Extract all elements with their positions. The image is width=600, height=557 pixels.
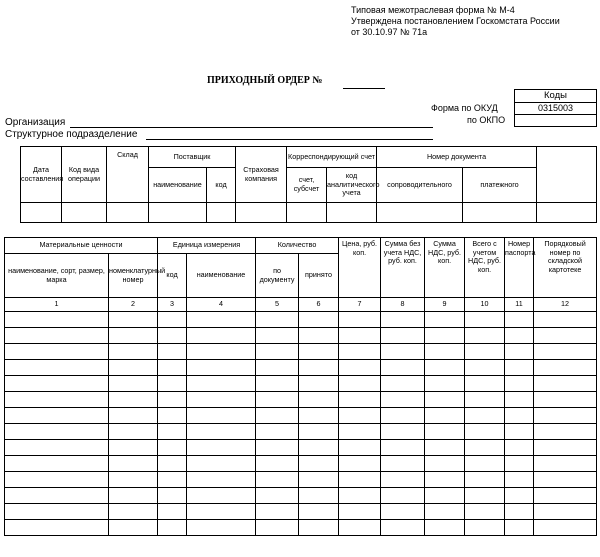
table-cell[interactable] — [187, 472, 256, 488]
table-cell[interactable] — [465, 408, 505, 424]
table-cell[interactable] — [158, 312, 187, 328]
analytic-code-header: код аналитического учета — [327, 168, 377, 203]
table-cell[interactable] — [534, 520, 597, 536]
table-row — [5, 488, 597, 504]
table-cell[interactable] — [109, 328, 158, 344]
table-cell[interactable] — [109, 472, 158, 488]
account-cell[interactable] — [287, 203, 327, 223]
table-cell[interactable] — [5, 392, 109, 408]
table-cell[interactable] — [187, 424, 256, 440]
table-cell[interactable] — [425, 520, 465, 536]
item-rows — [5, 312, 597, 536]
column-number: 3 — [158, 298, 187, 312]
table-cell[interactable] — [425, 456, 465, 472]
analytic-code-cell[interactable] — [327, 203, 377, 223]
table-cell[interactable] — [381, 376, 425, 392]
table-cell[interactable] — [109, 424, 158, 440]
table-cell[interactable] — [465, 472, 505, 488]
table-cell[interactable] — [339, 344, 381, 360]
doc-number-header: Номер документа — [377, 147, 537, 168]
table-cell[interactable] — [187, 408, 256, 424]
table-cell[interactable] — [5, 456, 109, 472]
table-cell[interactable] — [299, 424, 339, 440]
table-cell[interactable] — [109, 440, 158, 456]
warehouse-header: Склад — [107, 147, 149, 203]
table-cell[interactable] — [534, 504, 597, 520]
table-cell[interactable] — [5, 376, 109, 392]
column-number: 12 — [534, 298, 597, 312]
table-cell[interactable] — [534, 344, 597, 360]
table-cell[interactable] — [505, 344, 534, 360]
supplier-name-cell[interactable] — [149, 203, 207, 223]
table-cell[interactable] — [534, 360, 597, 376]
table-cell[interactable] — [187, 504, 256, 520]
table-cell[interactable] — [158, 360, 187, 376]
table-cell[interactable] — [256, 456, 299, 472]
table-cell[interactable] — [534, 328, 597, 344]
table-cell[interactable] — [5, 440, 109, 456]
receipt-header-table — [20, 146, 597, 223]
table-cell[interactable] — [339, 504, 381, 520]
table-cell[interactable] — [158, 488, 187, 504]
insurer-cell[interactable] — [236, 203, 287, 223]
table-cell[interactable] — [256, 504, 299, 520]
table-cell[interactable] — [109, 408, 158, 424]
table-row — [5, 424, 597, 440]
column-number: 10 — [465, 298, 505, 312]
table-cell[interactable] — [256, 408, 299, 424]
table-row — [5, 360, 597, 376]
column-number: 1 — [5, 298, 109, 312]
extra-cell[interactable] — [537, 203, 597, 223]
table-cell[interactable] — [425, 408, 465, 424]
table-cell[interactable] — [381, 408, 425, 424]
qty-accepted-header: принято — [299, 254, 339, 298]
table-cell[interactable] — [425, 392, 465, 408]
column-number: 8 — [381, 298, 425, 312]
division-field[interactable] — [146, 139, 433, 140]
supplier-code-header: код — [207, 168, 236, 203]
table-cell[interactable] — [299, 504, 339, 520]
unit-name-header: наименование — [187, 254, 256, 298]
table-cell[interactable] — [187, 392, 256, 408]
table-cell[interactable] — [339, 520, 381, 536]
column-numbers-row — [5, 298, 597, 312]
table-cell[interactable] — [158, 408, 187, 424]
unit-code-header: код — [158, 254, 187, 298]
unit-header: Единица измерения — [158, 238, 256, 254]
page-title: ПРИХОДНЫЙ ОРДЕР № — [207, 75, 323, 86]
accompanying-doc-cell[interactable] — [377, 203, 463, 223]
table-cell[interactable] — [299, 456, 339, 472]
table-row — [5, 376, 597, 392]
material-values-header: Материальные ценности — [5, 238, 158, 254]
supplier-code-cell[interactable] — [207, 203, 236, 223]
table-cell[interactable] — [109, 504, 158, 520]
table-cell[interactable] — [5, 328, 109, 344]
table-row — [5, 520, 597, 536]
table-cell[interactable] — [465, 440, 505, 456]
operation-code-header: Код вида операции — [62, 147, 107, 203]
table-row — [5, 392, 597, 408]
table-cell[interactable] — [5, 424, 109, 440]
price-header: Цена, руб. коп. — [339, 238, 381, 298]
passport-number-header: Номер паспорта — [505, 238, 534, 298]
table-cell[interactable] — [339, 312, 381, 328]
table-cell[interactable] — [505, 504, 534, 520]
total-with-vat-header: Всего с учетом НДС, руб. коп. — [465, 238, 505, 298]
table-cell[interactable] — [187, 440, 256, 456]
table-row — [5, 472, 597, 488]
account-subaccount-header: счет, субсчет — [287, 168, 327, 203]
table-cell[interactable] — [109, 312, 158, 328]
table-cell[interactable] — [425, 440, 465, 456]
okud-label: Форма по ОКУД — [431, 103, 498, 113]
organization-label: Организация — [5, 117, 66, 128]
table-cell[interactable] — [465, 504, 505, 520]
column-number: 6 — [299, 298, 339, 312]
insurer-header: Страховая компания — [236, 147, 287, 203]
table-cell[interactable] — [465, 520, 505, 536]
table-cell[interactable] — [299, 376, 339, 392]
table-cell[interactable] — [381, 360, 425, 376]
table-cell[interactable] — [299, 360, 339, 376]
table-cell[interactable] — [109, 488, 158, 504]
table-cell[interactable] — [187, 520, 256, 536]
table-cell[interactable] — [534, 440, 597, 456]
table-cell[interactable] — [425, 360, 465, 376]
table-cell[interactable] — [425, 328, 465, 344]
table-cell[interactable] — [339, 408, 381, 424]
table-cell[interactable] — [256, 440, 299, 456]
table-cell[interactable] — [505, 392, 534, 408]
table-cell[interactable] — [505, 456, 534, 472]
table-cell[interactable] — [109, 376, 158, 392]
table-cell[interactable] — [339, 360, 381, 376]
table-cell[interactable] — [339, 488, 381, 504]
table-cell[interactable] — [425, 376, 465, 392]
table-cell[interactable] — [381, 456, 425, 472]
table-cell[interactable] — [465, 424, 505, 440]
okpo-field[interactable] — [514, 114, 597, 127]
table-cell[interactable] — [534, 376, 597, 392]
table-cell[interactable] — [256, 312, 299, 328]
table-cell[interactable] — [256, 472, 299, 488]
table-cell[interactable] — [505, 328, 534, 344]
table-cell[interactable] — [425, 344, 465, 360]
table-cell[interactable] — [505, 520, 534, 536]
table-cell[interactable] — [339, 440, 381, 456]
table-cell[interactable] — [339, 472, 381, 488]
date-header: Дата составления — [21, 147, 62, 203]
nomenclature-number-header: номенклатурный номер — [109, 254, 158, 298]
table-cell[interactable] — [381, 488, 425, 504]
table-cell[interactable] — [158, 504, 187, 520]
table-cell[interactable] — [534, 424, 597, 440]
table-cell[interactable] — [339, 376, 381, 392]
empty-header-cell — [537, 147, 597, 203]
table-cell[interactable] — [465, 392, 505, 408]
column-number: 2 — [109, 298, 158, 312]
table-cell[interactable] — [256, 376, 299, 392]
table-row — [5, 344, 597, 360]
column-number: 11 — [505, 298, 534, 312]
table-cell[interactable] — [505, 408, 534, 424]
form-approval-line: Утверждена постановлением Госкомстата России — [351, 16, 560, 26]
table-cell[interactable] — [256, 392, 299, 408]
table-row — [5, 504, 597, 520]
table-cell[interactable] — [339, 424, 381, 440]
table-cell[interactable] — [158, 344, 187, 360]
table-cell[interactable] — [256, 328, 299, 344]
table-cell[interactable] — [534, 488, 597, 504]
table-cell[interactable] — [505, 472, 534, 488]
table-cell[interactable] — [187, 312, 256, 328]
table-cell[interactable] — [381, 344, 425, 360]
table-cell[interactable] — [299, 488, 339, 504]
table-cell[interactable] — [534, 456, 597, 472]
accompanying-doc-header: сопроводительного — [377, 168, 463, 203]
table-cell[interactable] — [5, 520, 109, 536]
table-cell[interactable] — [381, 392, 425, 408]
table-cell[interactable] — [187, 456, 256, 472]
table-cell[interactable] — [381, 424, 425, 440]
table-cell[interactable] — [339, 392, 381, 408]
table-cell[interactable] — [5, 488, 109, 504]
items-table — [4, 237, 597, 536]
material-name-header: наименование, сорт, размер, марка — [5, 254, 109, 298]
table-cell[interactable] — [425, 488, 465, 504]
table-cell[interactable] — [158, 392, 187, 408]
table-cell[interactable] — [465, 456, 505, 472]
table-cell[interactable] — [158, 472, 187, 488]
form-date-line: от 30.10.97 № 71а — [351, 27, 428, 37]
table-cell[interactable] — [5, 360, 109, 376]
table-cell[interactable] — [505, 360, 534, 376]
table-cell[interactable] — [465, 328, 505, 344]
table-cell[interactable] — [299, 472, 339, 488]
table-cell[interactable] — [465, 360, 505, 376]
table-cell[interactable] — [109, 360, 158, 376]
payment-doc-header: платежного — [463, 168, 537, 203]
table-cell[interactable] — [381, 504, 425, 520]
table-row — [5, 456, 597, 472]
table-cell[interactable] — [256, 488, 299, 504]
table-cell[interactable] — [187, 344, 256, 360]
table-cell[interactable] — [381, 312, 425, 328]
table-cell[interactable] — [5, 408, 109, 424]
table-cell[interactable] — [158, 520, 187, 536]
table-cell[interactable] — [425, 472, 465, 488]
sum-no-vat-header: Сумма без учета НДС, руб. коп. — [381, 238, 425, 298]
table-cell[interactable] — [505, 488, 534, 504]
table-cell[interactable] — [256, 360, 299, 376]
payment-doc-cell[interactable] — [463, 203, 537, 223]
column-number: 7 — [339, 298, 381, 312]
table-cell[interactable] — [158, 328, 187, 344]
table-cell[interactable] — [425, 424, 465, 440]
table-cell[interactable] — [158, 456, 187, 472]
table-cell[interactable] — [299, 344, 339, 360]
column-number: 9 — [425, 298, 465, 312]
table-cell[interactable] — [256, 424, 299, 440]
form-type-line: Типовая межотраслевая форма № М-4 — [351, 5, 515, 15]
table-cell[interactable] — [534, 408, 597, 424]
table-row — [5, 440, 597, 456]
table-cell[interactable] — [465, 312, 505, 328]
table-cell[interactable] — [381, 520, 425, 536]
table-cell[interactable] — [534, 312, 597, 328]
table-cell[interactable] — [109, 392, 158, 408]
table-row — [5, 408, 597, 424]
table-cell[interactable] — [339, 328, 381, 344]
okpo-label: по ОКПО — [467, 115, 506, 125]
table-row — [5, 312, 597, 328]
table-row — [5, 328, 597, 344]
table-cell[interactable] — [158, 376, 187, 392]
order-number-field[interactable] — [343, 88, 385, 89]
table-cell[interactable] — [465, 488, 505, 504]
table-cell[interactable] — [505, 312, 534, 328]
qty-by-document-header: по документу — [256, 254, 299, 298]
table-cell[interactable] — [256, 344, 299, 360]
table-cell[interactable] — [187, 488, 256, 504]
table-cell[interactable] — [505, 424, 534, 440]
table-cell[interactable] — [158, 424, 187, 440]
table-cell[interactable] — [534, 472, 597, 488]
table-cell[interactable] — [256, 520, 299, 536]
table-cell[interactable] — [425, 504, 465, 520]
card-number-header: Порядковый номер по складской картотеке — [534, 238, 597, 298]
corr-account-header: Корреспондирующий счет — [287, 147, 377, 168]
table-cell[interactable] — [465, 344, 505, 360]
operation-code-cell[interactable] — [62, 203, 107, 223]
table-cell[interactable] — [158, 440, 187, 456]
table-cell[interactable] — [299, 392, 339, 408]
okud-value: 0315003 — [537, 103, 574, 113]
organization-field[interactable] — [70, 127, 433, 128]
warehouse-cell[interactable] — [107, 203, 149, 223]
table-cell[interactable] — [299, 328, 339, 344]
vat-sum-header: Сумма НДС, руб. коп. — [425, 238, 465, 298]
table-cell[interactable] — [299, 520, 339, 536]
date-cell[interactable] — [21, 203, 62, 223]
supplier-name-header: наименование — [149, 168, 207, 203]
table-cell[interactable] — [425, 312, 465, 328]
table-cell[interactable] — [505, 376, 534, 392]
table-cell[interactable] — [534, 392, 597, 408]
table-cell[interactable] — [109, 520, 158, 536]
table-cell[interactable] — [187, 360, 256, 376]
table-cell[interactable] — [5, 472, 109, 488]
table-cell[interactable] — [381, 440, 425, 456]
table-cell[interactable] — [299, 440, 339, 456]
table-cell[interactable] — [5, 344, 109, 360]
table-cell[interactable] — [465, 376, 505, 392]
table-cell[interactable] — [187, 376, 256, 392]
header-entry-row — [21, 203, 597, 223]
table-cell[interactable] — [109, 456, 158, 472]
table-cell[interactable] — [381, 472, 425, 488]
column-number: 5 — [256, 298, 299, 312]
table-cell[interactable] — [505, 440, 534, 456]
table-cell[interactable] — [299, 408, 339, 424]
codes-label: Коды — [544, 90, 567, 101]
table-cell[interactable] — [187, 328, 256, 344]
division-label: Структурное подразделение — [5, 129, 138, 140]
quantity-header: Количество — [256, 238, 339, 254]
table-cell[interactable] — [299, 312, 339, 328]
column-number: 4 — [187, 298, 256, 312]
table-cell[interactable] — [339, 456, 381, 472]
supplier-header: Поставщик — [149, 147, 236, 168]
table-cell[interactable] — [109, 344, 158, 360]
codes-header — [514, 89, 597, 103]
table-cell[interactable] — [5, 504, 109, 520]
table-cell[interactable] — [381, 328, 425, 344]
table-cell[interactable] — [5, 312, 109, 328]
